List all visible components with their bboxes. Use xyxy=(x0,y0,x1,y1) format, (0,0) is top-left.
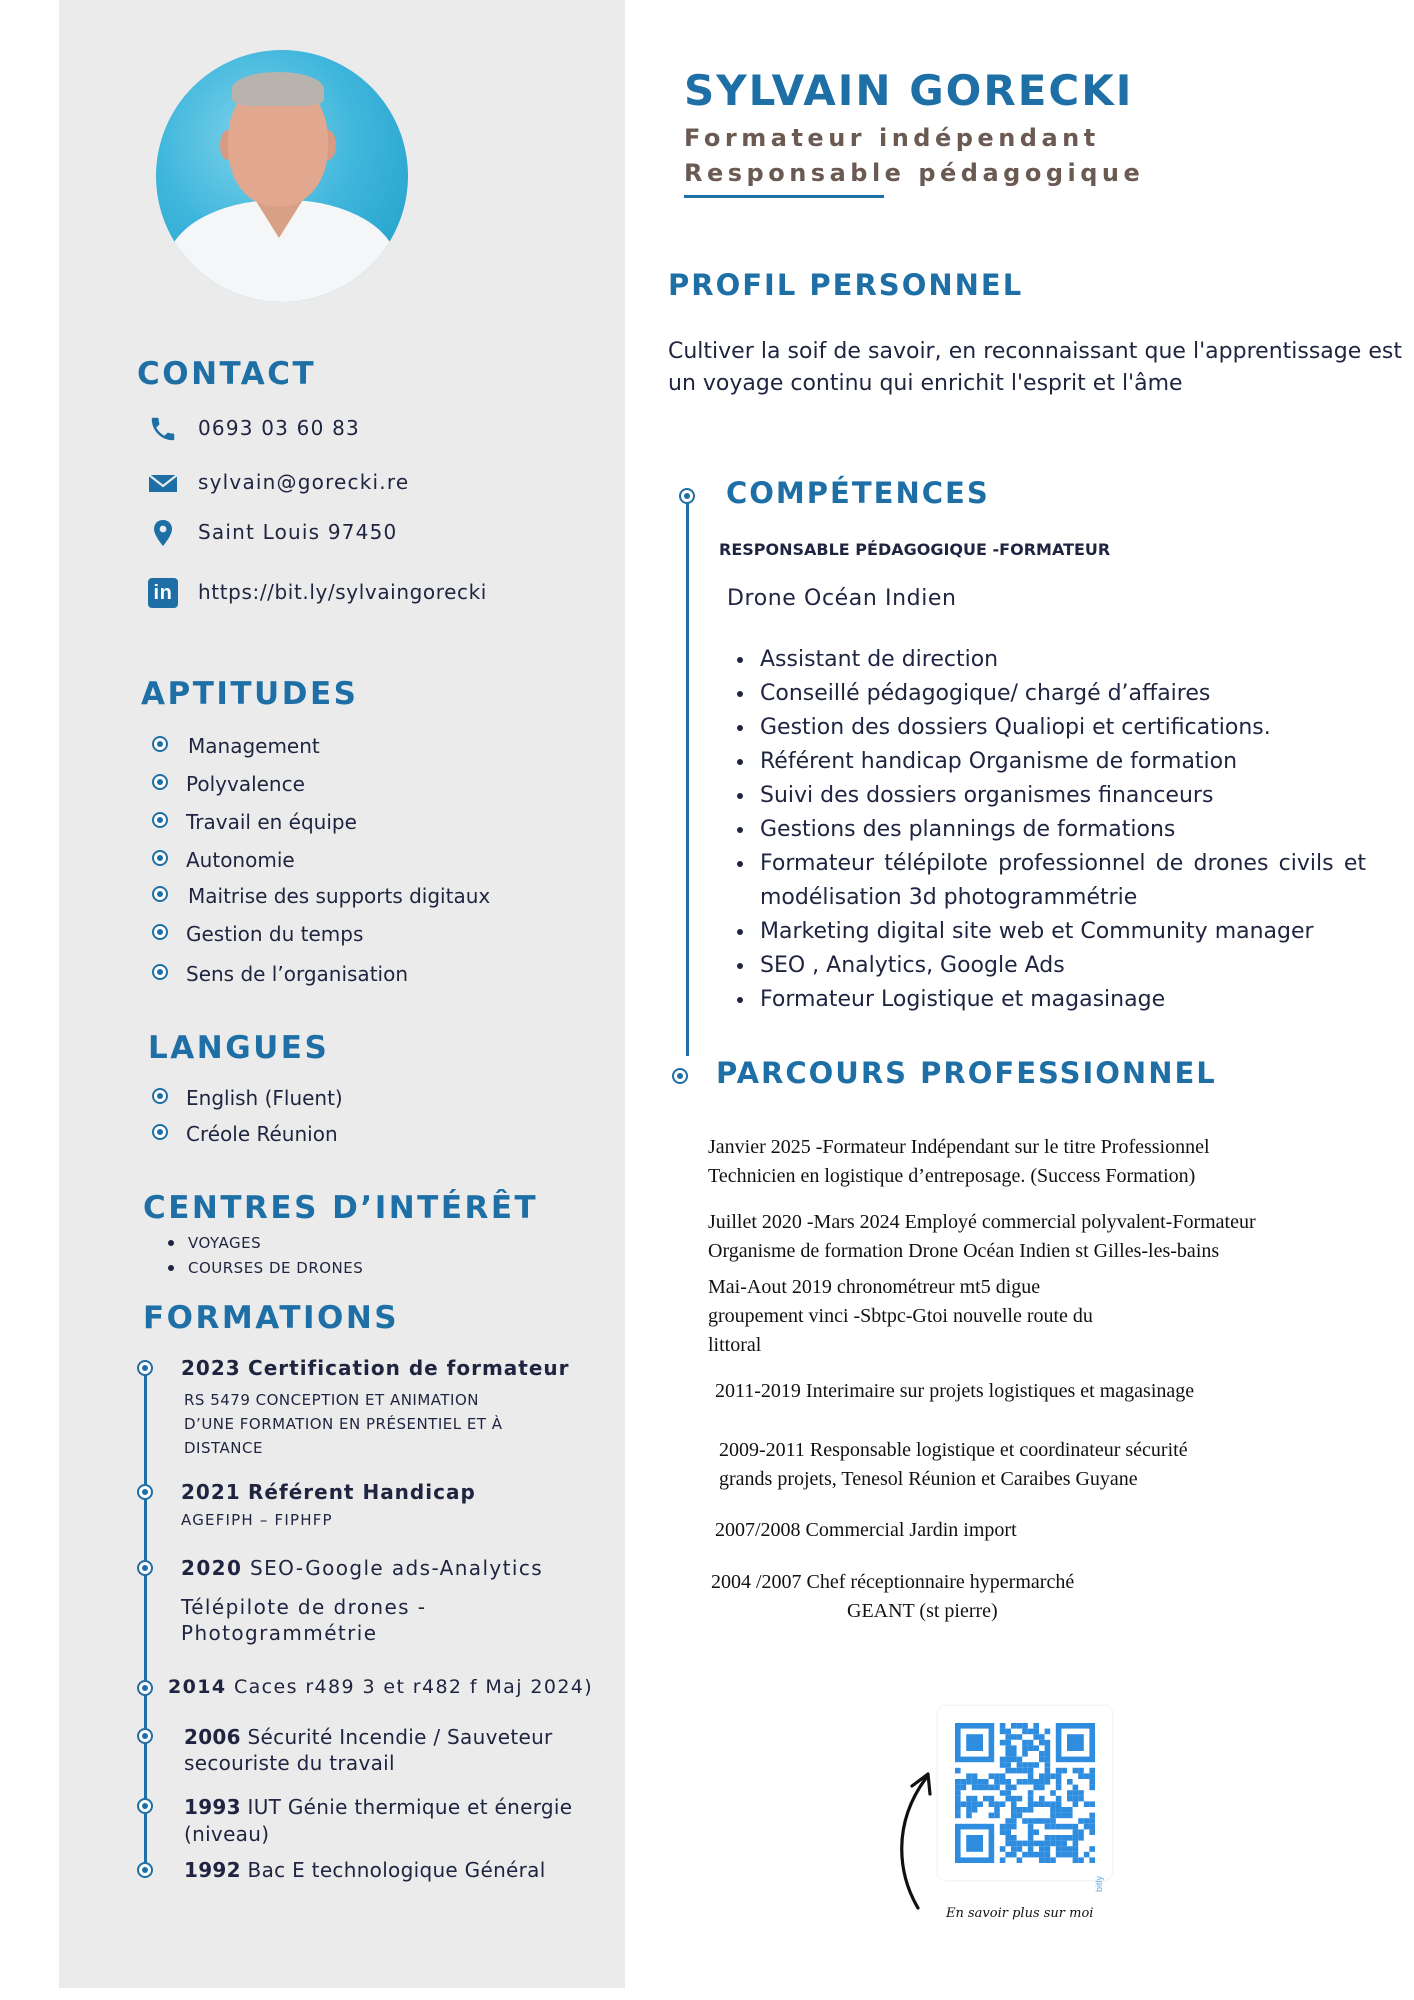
list-item: • Référent handicap Organisme de formation xyxy=(756,745,1366,779)
interets-list xyxy=(166,1232,586,1282)
bullet-icon xyxy=(152,924,168,940)
bullet-icon xyxy=(152,1124,168,1140)
contact-location xyxy=(148,518,568,548)
aptitudes-heading: APTITUDES xyxy=(141,676,359,712)
bullet-icon xyxy=(168,1265,174,1271)
formation-1992: 1992 Bac E technologique Général xyxy=(184,1858,546,1882)
list-item: COURSES DE DRONES xyxy=(188,1259,364,1277)
competences-company: Drone Océan Indien xyxy=(727,586,957,611)
list-item: English (Fluent) xyxy=(186,1086,343,1110)
contact-email[interactable] xyxy=(148,468,568,498)
formation-2021: 2021 Référent Handicap xyxy=(181,1480,476,1504)
mail-icon xyxy=(148,468,178,498)
parcours-entry: Janvier 2025 -Formateur Indépendant sur le titre Professionnel Technicien en logistique d’entreposage. (Success Formation) xyxy=(708,1136,1210,1187)
header-underline xyxy=(684,195,884,198)
formations-heading: FORMATIONS xyxy=(143,1300,400,1336)
competences-heading: COMPÉTENCES xyxy=(726,476,990,510)
bullet-icon xyxy=(152,886,168,902)
list-item: Maitrise des supports digitaux xyxy=(188,884,491,908)
profile-text: Cultiver la soif de savoir, en reconnaissant que l'apprentissage est un voyage continu qui enrichit l'esprit et l'âme xyxy=(668,339,1402,396)
formations-timeline-line xyxy=(144,1364,147,1868)
bullet-icon xyxy=(152,774,168,790)
email-address: sylvain@gorecki.re xyxy=(198,470,410,494)
formation-2014: 2014 Caces r489 3 et r482 f Maj 2024) xyxy=(168,1676,594,1698)
phone-icon xyxy=(148,414,178,444)
list-item: • SEO , Analytics, Google Ads xyxy=(756,949,1366,983)
parcours-entry: 2004 /2007 Chef réceptionnaire hypermarché GEANT (st pierre) xyxy=(711,1571,1075,1622)
bullet-icon xyxy=(152,964,168,980)
qr-caption: En savoir plus sur moi xyxy=(946,1906,1094,1921)
timeline-dot-icon xyxy=(672,1068,688,1084)
timeline-dot-icon xyxy=(137,1484,153,1500)
parcours-heading: PARCOURS PROFESSIONNEL xyxy=(716,1056,1217,1090)
list-item: • Suivi des dossiers organismes financeurs xyxy=(756,779,1366,813)
parcours-entry: 2007/2008 Commercial Jardin import xyxy=(715,1519,1017,1541)
parcours-entry: 2009-2011 Responsable logistique et coordinateur sécurité grands projets, Tenesol Réunion et Caraibes Guyane xyxy=(719,1439,1188,1490)
list-item: Sens de l’organisation xyxy=(186,962,409,986)
location-pin-icon xyxy=(148,518,178,548)
list-item: VOYAGES xyxy=(188,1234,262,1252)
profile-photo xyxy=(156,50,408,302)
parcours-entry: Juillet 2020 -Mars 2024 Employé commercial polyvalent-Formateur Organisme de formation Drone Océan Indien st Gilles-les-bains xyxy=(708,1211,1256,1262)
subtitle-1: Formateur indépendant xyxy=(684,124,1100,152)
bullet-icon xyxy=(152,850,168,866)
list-item: • Gestion des dossiers Qualiopi et certifications. xyxy=(756,711,1366,745)
formation-2006: 2006 Sécurité Incendie / Sauveteur secouriste du travail xyxy=(184,1725,553,1775)
formation-2021-detail: AGEFIPH – FIPHFP xyxy=(181,1511,333,1529)
subtitle-2: Responsable pédagogique xyxy=(684,159,1145,187)
list-item: Gestion du temps xyxy=(186,922,364,946)
qr-code-icon[interactable] xyxy=(938,1706,1112,1880)
timeline-dot-icon xyxy=(137,1798,153,1814)
list-item: • Conseillé pédagogique/ chargé d’affaires xyxy=(756,677,1366,711)
formation-2020-detail: Télépilote de drones - Photogrammétrie xyxy=(181,1595,427,1645)
contact-link[interactable] xyxy=(148,578,588,608)
list-item: • Formateur télépilote professionnel de drones civils et modélisation 3d photogrammétrie xyxy=(756,847,1366,915)
list-item: • Formateur Logistique et magasinage xyxy=(756,983,1366,1017)
profile-heading: PROFIL PERSONNEL xyxy=(668,268,1024,302)
timeline-dot-icon xyxy=(137,1680,153,1696)
linkedin-url[interactable]: https://bit.ly/sylvaingorecki xyxy=(198,580,487,604)
timeline-dot-icon xyxy=(137,1728,153,1744)
competences-role: RESPONSABLE PÉDAGOGIQUE -FORMATEUR xyxy=(719,540,1111,559)
langues-list xyxy=(150,1086,590,1166)
bullet-icon xyxy=(152,736,168,752)
aptitudes-list xyxy=(150,734,610,994)
bullet-icon xyxy=(168,1240,174,1246)
bitly-label: bitly xyxy=(1094,1876,1104,1893)
linkedin-icon: in xyxy=(148,578,178,608)
timeline-dot-icon xyxy=(137,1560,153,1576)
list-item: Management xyxy=(188,734,320,758)
langues-heading: LANGUES xyxy=(148,1030,330,1066)
competences-list xyxy=(726,643,1366,1017)
parcours-entry: Mai-Aout 2019 chronométreur mt5 digue groupement vinci -Sbtpc-Gtoi nouvelle route du littoral xyxy=(708,1276,1093,1356)
contact-heading: CONTACT xyxy=(137,356,317,392)
list-item: Travail en équipe xyxy=(186,810,357,834)
list-item: • Marketing digital site web et Community manager xyxy=(756,915,1366,949)
interets-heading: CENTRES D’INTÉRÊT xyxy=(143,1190,539,1226)
parcours-entry: 2011-2019 Interimaire sur projets logistiques et magasinage xyxy=(715,1380,1195,1402)
curved-arrow-icon xyxy=(888,1764,948,1914)
phone-number: 0693 03 60 83 xyxy=(198,416,360,440)
list-item: • Gestions des plannings de formations xyxy=(756,813,1366,847)
timeline-dot-icon xyxy=(137,1360,153,1376)
bullet-icon xyxy=(152,812,168,828)
formation-1993: 1993 IUT Génie thermique et énergie (niveau) xyxy=(184,1795,573,1846)
person-name: SYLVAIN GORECKI xyxy=(684,66,1134,115)
timeline-dot-icon xyxy=(679,488,695,504)
formation-2023-detail: RS 5479 CONCEPTION ET ANIMATION D’UNE FORMATION EN PRÉSENTIEL ET À DISTANCE xyxy=(184,1391,503,1457)
qr-code-card[interactable] xyxy=(938,1706,1112,1893)
formation-2023: 2023 Certification de formateur xyxy=(181,1356,570,1380)
location-text: Saint Louis 97450 xyxy=(198,520,398,544)
timeline-dot-icon xyxy=(137,1862,153,1878)
bullet-icon xyxy=(152,1088,168,1104)
contact-phone[interactable] xyxy=(148,414,568,444)
formation-2020: 2020 SEO-Google ads-Analytics xyxy=(181,1556,544,1580)
list-item: • Assistant de direction xyxy=(756,643,1366,677)
competences-timeline-line xyxy=(686,500,689,1056)
list-item: Polyvalence xyxy=(186,772,305,796)
list-item: Créole Réunion xyxy=(186,1122,338,1146)
list-item: Autonomie xyxy=(186,848,295,872)
